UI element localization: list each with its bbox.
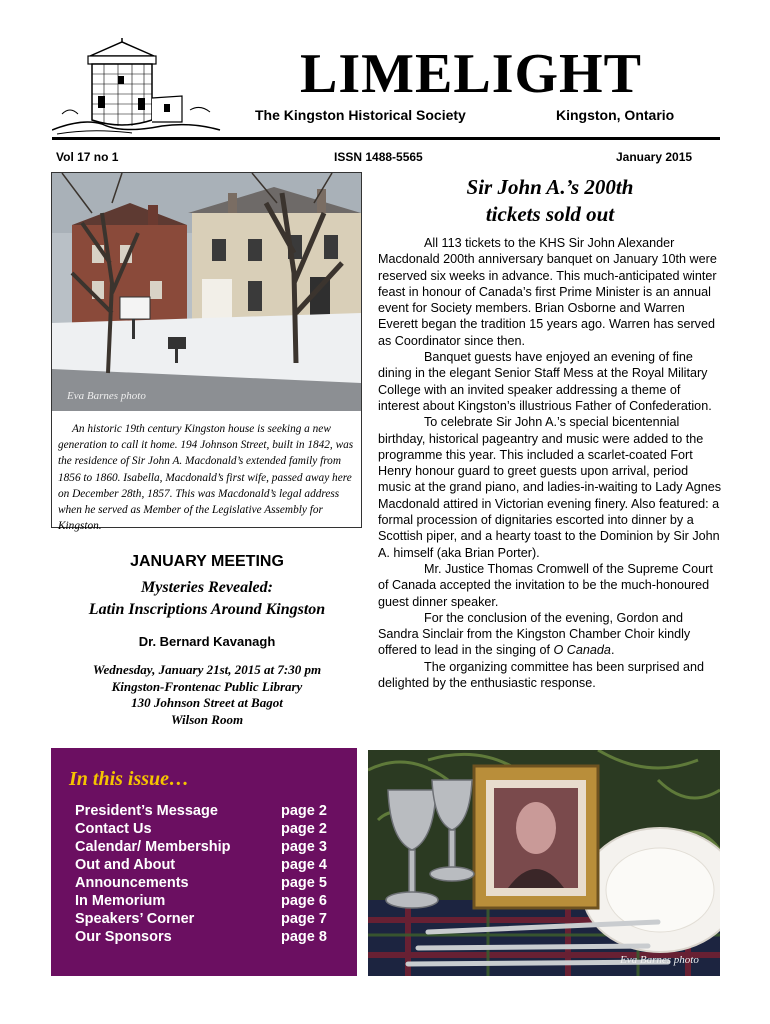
contents-item[interactable] [75,874,327,892]
article-headline-line2: tickets sold out [485,202,615,226]
photo-caption: An historic 19th century Kingston house is seeking a new generation to call it home. 194 Johnson Street, built in 1842, was the residence of Sir John A. Macdonald’s extended family from 1856 to 1860. Isabella, Macdonald’s first wife, passed away here on December 28th, 1857. This was Macdonald’s legal address when he served as Member of the Legislative Assembly for Kingston. [58,423,354,533]
article-headline-line1: Sir John A.’s 200th [466,175,634,199]
contents-item-label: Our Sponsors [75,929,172,945]
contents-item-page: page 2 [281,803,327,819]
banquet-table-photo [368,750,720,976]
contents-item[interactable] [75,928,327,946]
masthead-divider [52,137,720,140]
contents-item-page: page 2 [281,821,327,837]
meeting-title [52,577,362,621]
article-paragraph [378,610,722,659]
meeting-title-line2: Latin Inscriptions Around Kingston [88,601,326,618]
issue-contents-list [75,802,327,946]
contents-item-page: page 3 [281,839,327,855]
meeting-venue: Kingston-Frontenac Public Library [111,678,303,694]
photo-credit: Eva Barnes photo [620,954,699,966]
contents-item[interactable] [75,838,327,856]
contents-item-page: page 5 [281,875,327,891]
meeting-datetime: Wednesday, January 21st, 2015 at 7:30 pm [92,662,322,677]
contents-item[interactable] [75,802,327,820]
meeting-speaker: Dr. Bernard Kavanagh [138,634,276,649]
article-paragraph: To celebrate Sir John A.’s special bicentennial birthday, historical pageantry and music were added to the programme this year. This included a scarlet-coated Fort Henry honour guard to greet guests upon arrival, period music at the grand piano, and ladies-in-waiting to Lady Agnes Macdonald attired in Victorian evening finery. Also featured: a formal procession of dignitaries escorted into dinner by a Scottish piper, and a hearty toast to the Dominion by Sir John A. himself (aka Brian Porter). [378,415,722,560]
contents-item-label: Speakers’ Corner [75,911,195,927]
article-paragraph: The organizing committee has been surprised and delighted by the enthusiastic response. [378,659,705,691]
contents-item-page: page 6 [281,893,327,909]
contents-item-label: President’s Message [75,803,218,819]
contents-item-label: Contact Us [75,821,152,837]
issue-date: January 2015 [616,150,693,164]
contents-item[interactable] [75,856,327,874]
volume-number: Vol 17 no 1 [56,150,119,164]
meeting-room: Wilson Room [170,711,244,727]
contents-item[interactable] [75,892,327,910]
society-location: Kingston, Ontario [556,107,675,123]
meeting-title-line1: Mysteries Revealed: [141,579,273,596]
article-headline [378,174,722,228]
martello-tower-logo [52,38,222,138]
newsletter-title: LIMELIGHT [300,43,642,105]
house-photo-box [51,172,362,533]
meeting-details [52,662,362,728]
article-paragraph: Mr. Justice Thomas Cromwell of the Supreme Court of Canada accepted the invitation to be the much-honoured guest dinner speaker. [378,561,713,609]
meeting-heading: JANUARY MEETING [130,553,284,570]
article-paragraph: All 113 tickets to the KHS Sir John Alexander Macdonald 200th anniversary banquet on January 10th were reserved six weeks in advance. This much-anticipated winter feast in honour of Canada’s first Prime Minister is an annual event for Society members. Brian Osborne and Warren Everett began the tradition 15 years ago. Warren has served as Coordinator since then. [378,236,717,348]
issue-heading: In this issue… [69,768,190,790]
contents-item-label: Calendar/ Membership [75,839,231,855]
society-name: The Kingston Historical Society [255,107,466,123]
contents-item-label: Announcements [75,875,189,891]
meeting-address: 130 Johnson Street at Bagot [131,695,283,710]
paragraph-text: For the conclusion of the evening, Gordon and Sandra Sinclair from the Kingston Chamber Choir kindly offered to lead in the singing of [378,610,691,658]
contents-item-label: In Memorium [75,893,166,909]
article-body [378,235,722,691]
song-title: O Canada [553,643,611,658]
contents-item-label: Out and About [75,857,176,873]
contents-item-page: page 4 [281,857,327,873]
paragraph-end: . [610,643,615,658]
article-paragraph: Banquet guests have enjoyed an evening of fine dining in the elegant Senior Staff Mess at the Royal Military College with an invited speaker addressing a theme of interest about Kingston’s illustrious Father of Confederation. [378,350,712,413]
contents-item-page: page 7 [281,911,327,927]
in-this-issue-box [51,748,357,976]
photo-credit: Eva Barnes photo [67,390,146,402]
contents-item[interactable] [75,910,327,928]
house-photo [52,173,361,411]
contents-item[interactable] [75,820,327,838]
issn-number: ISSN 1488-5565 [334,150,423,164]
contents-item-page: page 8 [281,929,327,945]
